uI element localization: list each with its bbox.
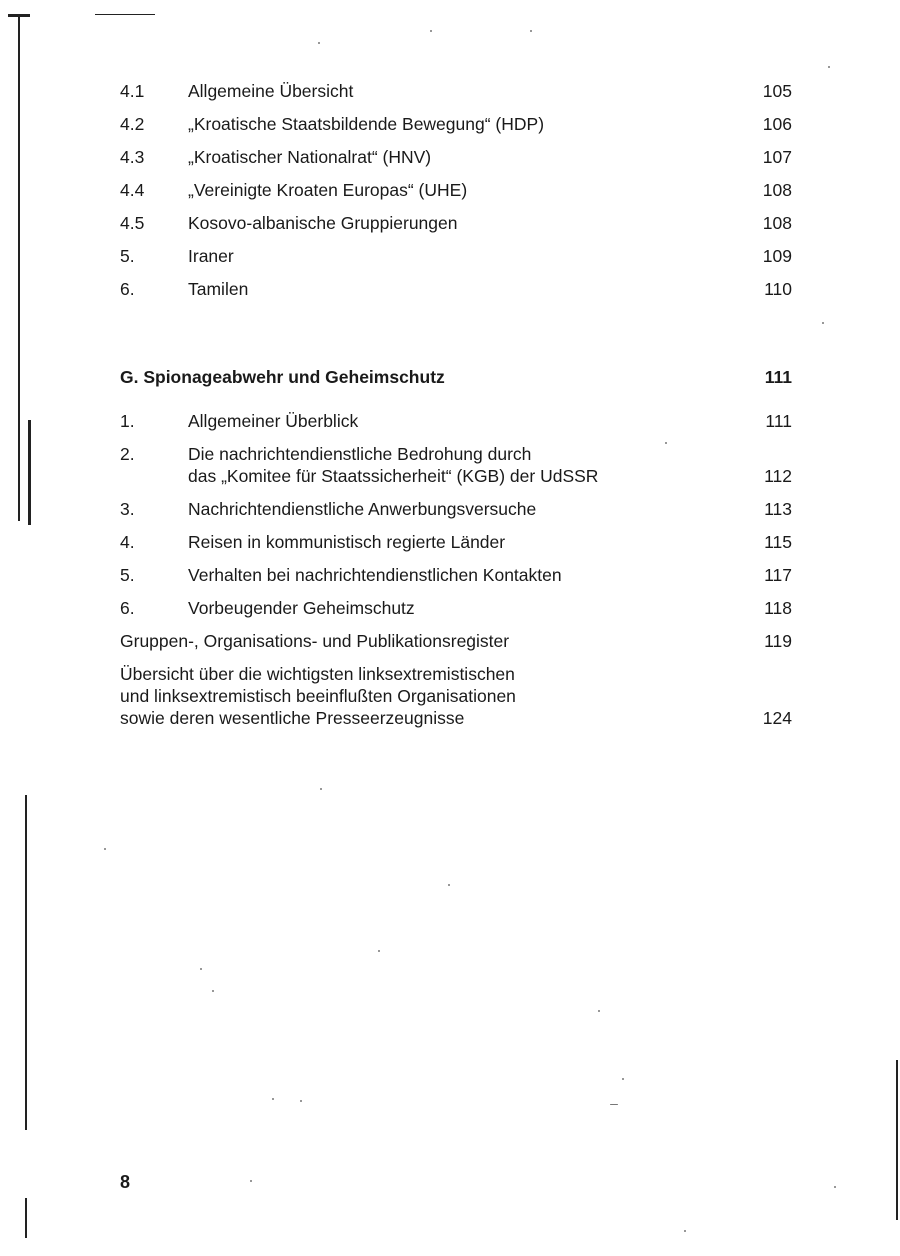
toc-entry-title xyxy=(188,531,732,553)
toc-entry-title: „Kroatischer Nationalrat“ (HNV) xyxy=(188,147,432,167)
toc-entry-title-line: Gruppen-, Organisations- und Publikationsregister xyxy=(120,631,510,651)
toc-entry xyxy=(120,498,792,520)
toc-entry-page: 117 xyxy=(764,565,792,585)
toc-entry-number: 4.4 xyxy=(120,180,145,200)
toc-entry-title xyxy=(188,498,732,520)
toc-entry-title-line: Übersicht über die wichtigsten linksextremistischen xyxy=(120,664,515,684)
toc-appendix-entry xyxy=(120,630,792,652)
toc-entry-page: 111 xyxy=(765,411,792,431)
toc-entry-title: „Vereinigte Kroaten Europas“ (UHE) xyxy=(188,180,468,200)
toc-entry-title-line: Allgemeiner Überblick xyxy=(188,411,359,431)
scan-speck xyxy=(834,1186,836,1188)
toc-entry xyxy=(120,278,792,300)
toc-entry-title-line: Verhalten bei nachrichtendienstlichen Kontakten xyxy=(188,565,562,585)
scan-speck xyxy=(828,66,830,68)
scan-speck xyxy=(104,848,106,850)
toc-entry-page: 108 xyxy=(762,180,792,200)
toc-entry xyxy=(120,146,792,168)
toc-entry-title: Iraner xyxy=(188,246,234,266)
scan-speck xyxy=(530,30,532,32)
scan-speck xyxy=(250,1180,252,1182)
scan-speck xyxy=(448,884,450,886)
toc-entry-page: 106 xyxy=(762,114,792,134)
toc-entry-title xyxy=(188,564,732,586)
toc-entry-page: 113 xyxy=(764,499,792,519)
scan-speck xyxy=(200,968,202,970)
toc-entry-title-line: Die nachrichtendienstliche Bedrohung durch xyxy=(188,444,532,464)
toc-entry-title-line: und linksextremistisch beeinflußten Organisationen xyxy=(120,686,516,706)
toc-entry-title xyxy=(120,630,732,652)
toc-entry xyxy=(120,179,792,201)
toc-entry-title-line: Vorbeugender Geheimschutz xyxy=(188,598,415,618)
scan-speck xyxy=(378,950,380,952)
toc-entry-number: 6. xyxy=(120,279,135,299)
toc-section-heading xyxy=(120,366,792,388)
toc-entry xyxy=(120,443,792,487)
scan-speck xyxy=(320,788,322,790)
section-spacer xyxy=(120,311,792,366)
scan-speck xyxy=(430,30,432,32)
toc-entry-title: „Kroatische Staatsbildende Bewegung“ (HDP) xyxy=(188,114,545,134)
scan-speck xyxy=(822,322,824,324)
toc-entry-title xyxy=(120,663,732,729)
toc-entry-page: 110 xyxy=(764,279,792,299)
scan-speck xyxy=(300,1100,302,1102)
toc-entry-number: 5. xyxy=(120,246,135,266)
section-heading-page: 111 xyxy=(764,367,792,387)
toc-entry-title: Allgemeine Übersicht xyxy=(188,81,354,101)
table-of-contents xyxy=(120,80,792,740)
toc-entry-title-line: Nachrichtendienstliche Anwerbungsversuche xyxy=(188,499,537,519)
toc-entry-title xyxy=(188,410,732,432)
toc-entry xyxy=(120,597,792,619)
toc-entry-page: 105 xyxy=(762,81,792,101)
toc-entry-number: 6. xyxy=(120,598,135,618)
toc-entry-title-line: Reisen in kommunistisch regierte Länder xyxy=(188,532,506,552)
toc-entry-number: 2. xyxy=(120,444,135,464)
toc-entry xyxy=(120,245,792,267)
toc-entry-number: 4. xyxy=(120,532,135,552)
toc-entry-page: 115 xyxy=(764,532,792,552)
toc-entry xyxy=(120,113,792,135)
scan-edge-left-line-3 xyxy=(25,795,27,1130)
scan-edge-top-rule xyxy=(95,14,155,15)
toc-entry-title: Tamilen xyxy=(188,279,249,299)
scan-speck xyxy=(622,1078,624,1080)
toc-entry-number: 4.1 xyxy=(120,81,145,101)
scan-edge-left-line-1 xyxy=(18,16,20,521)
scan-speck xyxy=(272,1098,274,1100)
toc-entry-title-line: das „Komitee für Staatssicherheit“ (KGB) der UdSSR xyxy=(188,466,599,486)
scan-speck xyxy=(684,1230,686,1232)
toc-entry-number: 1. xyxy=(120,411,135,431)
toc-entry xyxy=(120,80,792,102)
toc-entry-title xyxy=(188,597,732,619)
toc-entry-title-line: sowie deren wesentliche Presseerzeugnisse xyxy=(120,708,465,728)
toc-entry-title: Kosovo-albanische Gruppierungen xyxy=(188,213,458,233)
scan-speck xyxy=(212,990,214,992)
toc-entry-page: 124 xyxy=(762,708,792,728)
toc-entry xyxy=(120,212,792,234)
scan-edge-left-line-4 xyxy=(25,1198,27,1238)
toc-entry-page: 118 xyxy=(764,598,792,618)
toc-entry xyxy=(120,564,792,586)
toc-entry xyxy=(120,531,792,553)
toc-entry-number: 3. xyxy=(120,499,135,519)
toc-appendix-entry xyxy=(120,663,792,729)
scan-edge-right-line xyxy=(896,1060,898,1220)
toc-entry-page: 107 xyxy=(762,147,792,167)
toc-entry-number: 5. xyxy=(120,565,135,585)
toc-entry-page: 112 xyxy=(764,466,792,486)
section-heading-title: G. Spionageabwehr und Geheimschutz xyxy=(120,367,445,387)
toc-entry-number: 4.2 xyxy=(120,114,145,134)
scan-speck xyxy=(598,1010,600,1012)
toc-entry-page: 109 xyxy=(762,246,792,266)
toc-entry-title xyxy=(188,443,732,487)
toc-entry xyxy=(120,410,792,432)
scan-speck xyxy=(318,42,320,44)
toc-entry-number: 4.3 xyxy=(120,147,145,167)
page-number: 8 xyxy=(120,1172,131,1192)
scan-edge-left-line-2 xyxy=(28,420,31,525)
toc-entry-number: 4.5 xyxy=(120,213,145,233)
toc-entry-page: 119 xyxy=(764,631,792,651)
scan-speck xyxy=(610,1104,618,1105)
toc-entry-page: 108 xyxy=(762,213,792,233)
